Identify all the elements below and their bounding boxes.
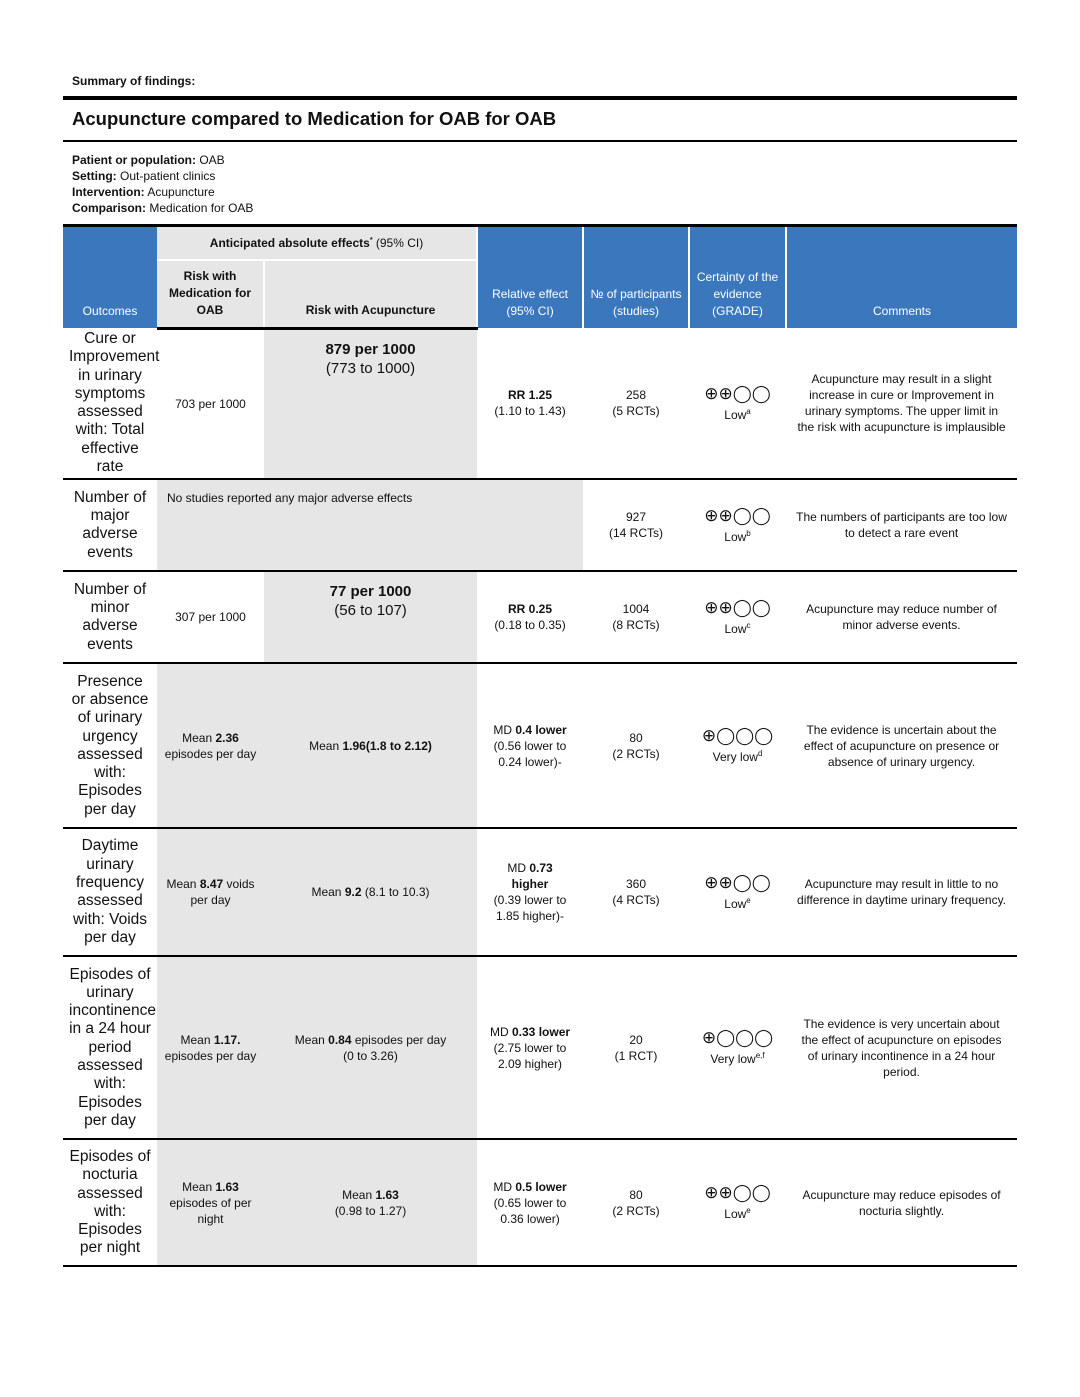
comment-cell: Acupuncture may result in a slight increase in cure or Improvement in urinary symptoms. The upper limit in the risk with acupuncture is implausible (786, 328, 1017, 479)
header-risk-acupuncture: Risk with Acupuncture (264, 260, 477, 328)
certainty-rating-icon: ⊕◯◯◯ (701, 726, 774, 746)
table-row (63, 1139, 1017, 1266)
meta-setting: Setting: Out-patient clinics (72, 169, 216, 183)
participants-cell: 20 (1 RCT) (583, 956, 689, 1139)
table-row (63, 663, 1017, 828)
table-title: Acupuncture compared to Medication for OAB for OAB (72, 108, 557, 129)
certainty-rating-icon: ⊕⊕◯◯ (704, 1183, 771, 1203)
table-row (63, 571, 1017, 663)
header-outcomes: Outcomes (63, 227, 157, 328)
risk-medication-cell: Mean 1.17. episodes per day (157, 956, 264, 1139)
top-rule (63, 96, 1017, 100)
outcome-cell: Episodes of nocturia assessed with: Episodes per night (63, 1139, 157, 1266)
participants-cell: 258 (5 RCTs) (583, 328, 689, 479)
risk-medication-cell: Mean 8.47 voids per day (157, 828, 264, 956)
table-row (63, 479, 1017, 571)
table-row (63, 828, 1017, 956)
header-participants: № of participants (studies) (583, 227, 689, 328)
comment-cell: Acupuncture may result in little to no difference in daytime urinary frequency. (786, 828, 1017, 956)
outcome-cell: Daytime urinary frequency assessed with: Voids per day (63, 828, 157, 956)
certainty-cell: ⊕◯◯◯ Very low$^d$ (689, 663, 786, 828)
risk-acupuncture-cell: Mean 1.96(1.8 to 2.12) (264, 663, 477, 828)
certainty-rating-icon: ⊕◯◯◯ (701, 1028, 774, 1048)
no-effects-cell: No studies reported any major adverse effects (157, 479, 477, 571)
outcome-cell: Episodes of urinary incontinence in a 24 hour period assessed with: Episodes per day (63, 956, 157, 1139)
certainty-cell: ⊕⊕◯◯ Low$^b$ (689, 479, 786, 571)
summary-heading: Summary of findings: (72, 74, 196, 88)
certainty-rating-icon: ⊕⊕◯◯ (704, 505, 771, 525)
certainty-cell: ⊕⊕◯◯ Low$^e$ (689, 828, 786, 956)
comment-cell: The evidence is uncertain about the effect of acupuncture on presence or absence of urinary urgency. (786, 663, 1017, 828)
relative-effect-cell: MD 0.4 lower (0.56 lower to 0.24 lower)- (477, 663, 583, 828)
risk-medication-cell: 703 per 1000 (157, 328, 264, 479)
header-certainty: Certainty of the evidence (GRADE) (689, 227, 786, 328)
certainty-cell: ⊕⊕◯◯ Low$^c$ (689, 571, 786, 663)
risk-acupuncture-cell: Mean 0.84 episodes per day (0 to 3.26) (264, 956, 477, 1139)
certainty-cell: ⊕◯◯◯ Very low$^{e,f}$ (689, 956, 786, 1139)
risk-medication-cell: Mean 1.63 episodes of per night (157, 1139, 264, 1266)
certainty-cell: ⊕⊕◯◯ Low$^e$ (689, 1139, 786, 1266)
risk-acupuncture-cell: Mean 9.2 (8.1 to 10.3) (264, 828, 477, 956)
risk-medication-cell: Mean 2.36 episodes per day (157, 663, 264, 828)
comment-cell: Acupuncture may reduce number of minor adverse events. (786, 571, 1017, 663)
comment-cell: The evidence is very uncertain about the effect of acupuncture on episodes of urinary incontinence in a 24 hour period. (786, 956, 1017, 1139)
relative-effect-cell: RR 1.25 (1.10 to 1.43) (477, 328, 583, 479)
header-relative-effect: Relative effect (95% CI) (477, 227, 583, 328)
relative-effect-cell: MD 0.5 lower (0.65 lower to 0.36 lower) (477, 1139, 583, 1266)
outcome-cell: Presence or absence of urinary urgency assessed with: Episodes per day (63, 663, 157, 828)
comment-cell: The numbers of participants are too low to detect a rare event (786, 479, 1017, 571)
relative-effect-cell: MD 0.73 higher (0.39 lower to 1.85 higher)- (477, 828, 583, 956)
population-info (72, 152, 253, 216)
header-risk-medication: Risk with Medication for OAB (157, 260, 264, 328)
outcome-cell: Cure or Improvement in urinary symptoms assessed with: Total effective rate (63, 328, 157, 479)
participants-cell: 927 (14 RCTs) (583, 479, 689, 571)
table-row (63, 956, 1017, 1139)
certainty-rating-icon: ⊕⊕◯◯ (704, 383, 771, 403)
participants-cell: 80 (2 RCTs) (583, 663, 689, 828)
risk-acupuncture-cell: 879 per 1000 (773 to 1000) (264, 328, 477, 479)
comment-cell: Acupuncture may reduce episodes of nocturia slightly. (786, 1139, 1017, 1266)
participants-cell: 360 (4 RCTs) (583, 828, 689, 956)
risk-acupuncture-cell: 77 per 1000 (56 to 107) (264, 571, 477, 663)
participants-cell: 1004 (8 RCTs) (583, 571, 689, 663)
title-rule (63, 140, 1017, 142)
participants-cell: 80 (2 RCTs) (583, 1139, 689, 1266)
relative-effect-cell: RR 0.25 (0.18 to 0.35) (477, 571, 583, 663)
summary-of-findings-table (63, 227, 1017, 1267)
table-row (63, 328, 1017, 479)
certainty-rating-icon: ⊕⊕◯◯ (704, 872, 771, 892)
header-comments: Comments (786, 227, 1017, 328)
meta-population: Patient or population: OAB (72, 153, 225, 167)
certainty-rating-icon: ⊕⊕◯◯ (704, 597, 771, 617)
outcome-cell: Number of major adverse events (63, 479, 157, 571)
risk-acupuncture-cell: Mean 1.63 (0.98 to 1.27) (264, 1139, 477, 1266)
meta-intervention: Intervention: Acupuncture (72, 185, 215, 199)
outcome-cell: Number of minor adverse events (63, 571, 157, 663)
meta-comparison: Comparison: Medication for OAB (72, 201, 254, 215)
relative-effect-cell (477, 479, 583, 571)
risk-medication-cell: 307 per 1000 (157, 571, 264, 663)
relative-effect-cell: MD 0.33 lower (2.75 lower to 2.09 higher) (477, 956, 583, 1139)
header-anticipated-effects: Anticipated absolute effects* (95% CI) (157, 227, 477, 260)
certainty-cell: ⊕⊕◯◯ Low$^a$ (689, 328, 786, 479)
